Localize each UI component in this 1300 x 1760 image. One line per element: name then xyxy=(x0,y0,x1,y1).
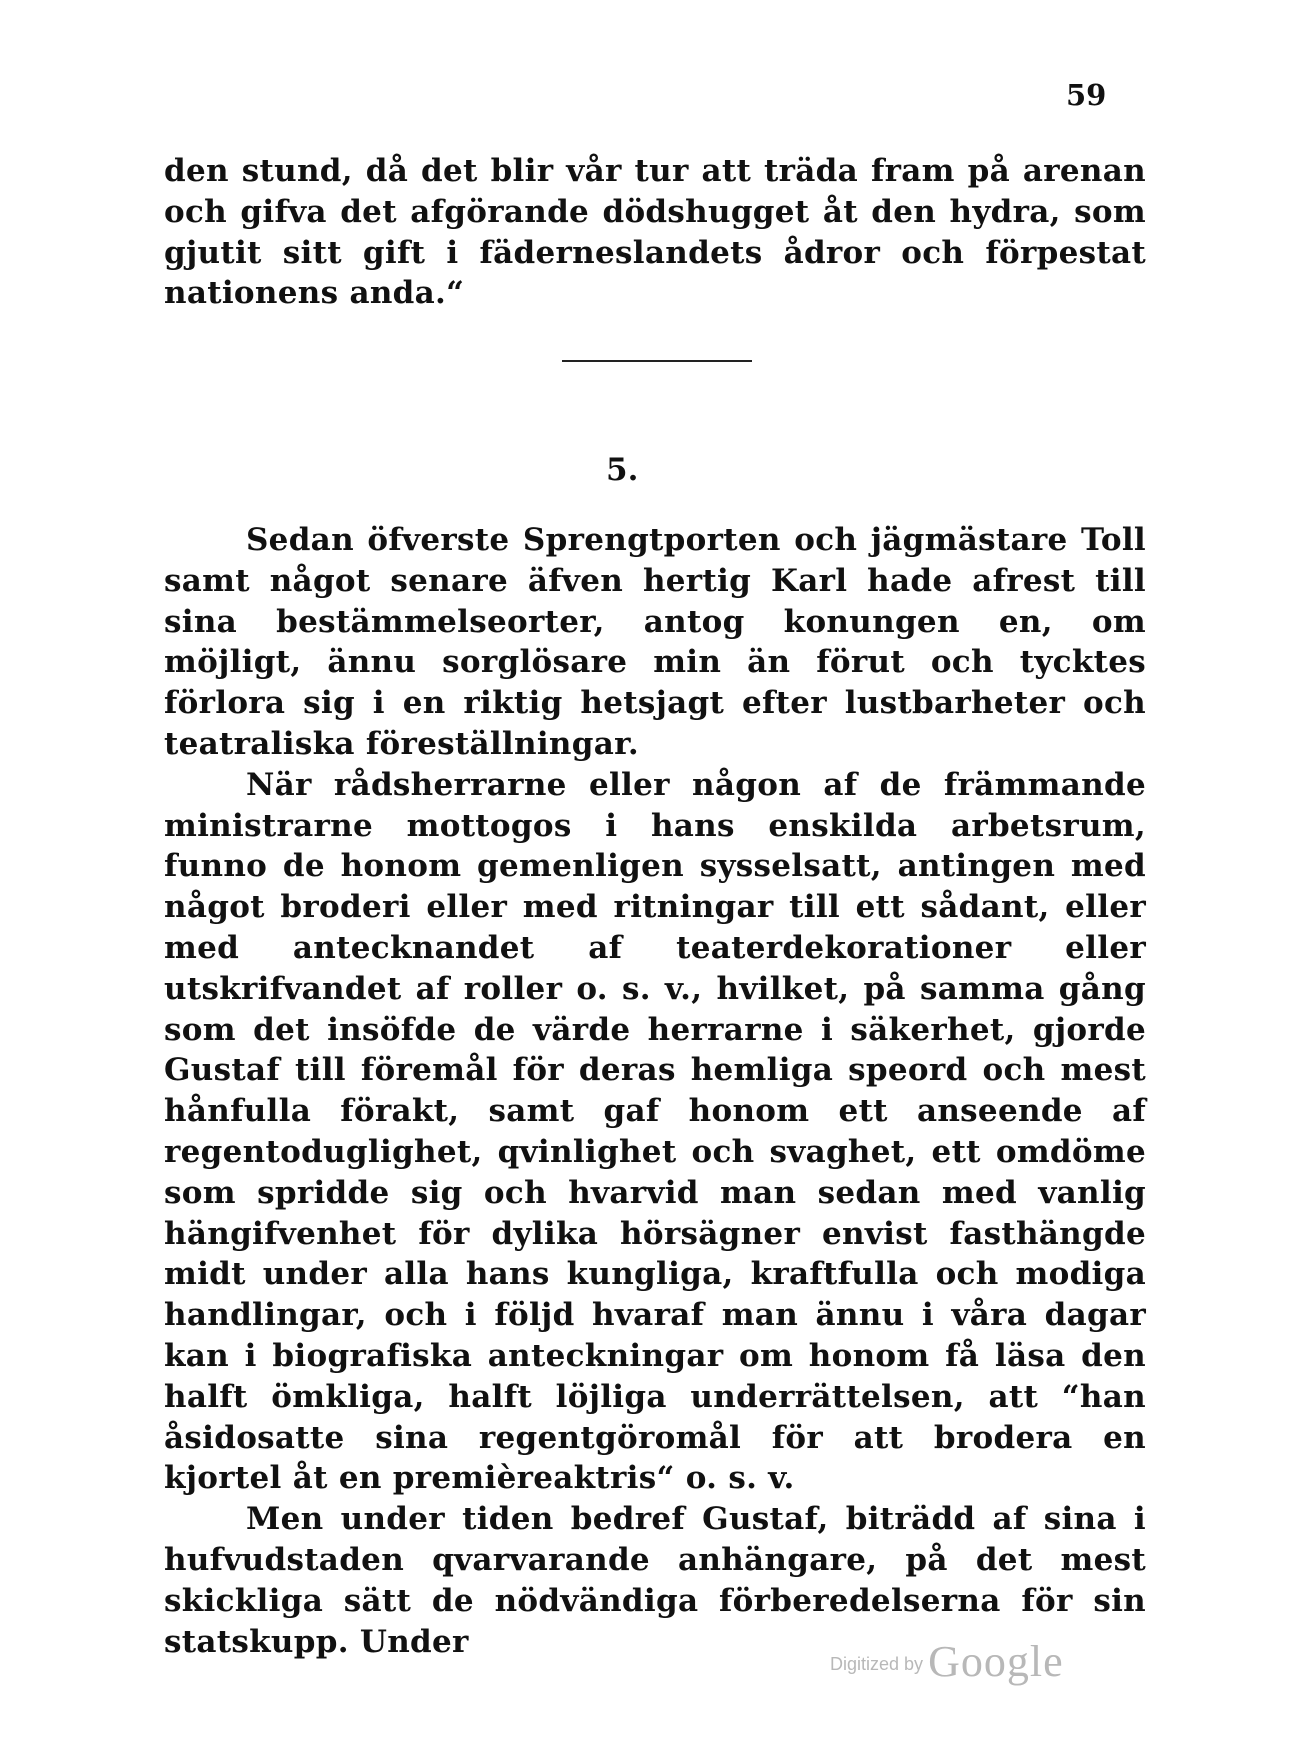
section-number: 5. xyxy=(606,452,639,488)
paragraph: När rådsherrarne eller någon af de främmande ministrarne mottogos i hans enskilda arbetsrum, funno de honom gemenligen sysselsatt, antingen med något broderi eller med ritningar till ett sådant, eller med antecknandet af teaterdekorationer eller utskrifvandet af roller o. s. v., hvilket, på samma gång som det insöfde de värde herrarne i säkerhet, gjorde Gustaf till föremål för deras hemliga speord och mest hånfulla förakt, samt gaf honom ett anseende af regentoduglighet, qvinlighet och svaghet, ett omdöme som spridde sig och hvarvid man sedan med vanlig hängifvenhet för dylika hörsägner envist fasthängde midt under alla hans kungliga, kraftfulla och modiga handlingar, och i följd hvaraf man ännu i våra dagar kan i biografiska anteckningar om honom få läsa den halft ömkliga, halft löjliga underrättelsen, att “han åsidosatte sina regentgöromål för att brodera en kjortel åt en premièreaktris“ o. s. v. xyxy=(164,766,1146,1497)
paragraph: Men under tiden bedref Gustaf, biträdd af sina i hufvudstaden qvarvarande anhängare, på det mest skickliga sätt de nödvändiga förberedelserna för sin statskupp. Under xyxy=(164,1501,1146,1660)
google-logo: Google xyxy=(928,1637,1064,1686)
continuation-text-block xyxy=(164,151,1146,314)
paragraph: Sedan öfverste Sprengtporten och jägmästare Toll samt något senare äfven hertig Karl hade afrest till sina bestämmelseorter, antog konungen en, om möjligt, ännu sorglösare min än förut och tycktes förlora sig i en riktig hetsjagt efter lustbarheter och teatraliska föreställningar. xyxy=(164,522,1146,762)
digitized-by-google-watermark xyxy=(830,1636,1064,1687)
watermark-prefix: Digitized by xyxy=(830,1654,924,1674)
page-number: 59 xyxy=(1066,78,1107,112)
continuation-paragraph: den stund, då det blir vår tur att träda fram på arenan och gifva det afgörande dödshugget åt den hydra, som gjutit sitt gift i fäderneslandets ådror och förpestat nationens anda.“ xyxy=(164,153,1146,312)
section-text-block xyxy=(164,520,1146,1662)
section-divider xyxy=(562,360,752,362)
